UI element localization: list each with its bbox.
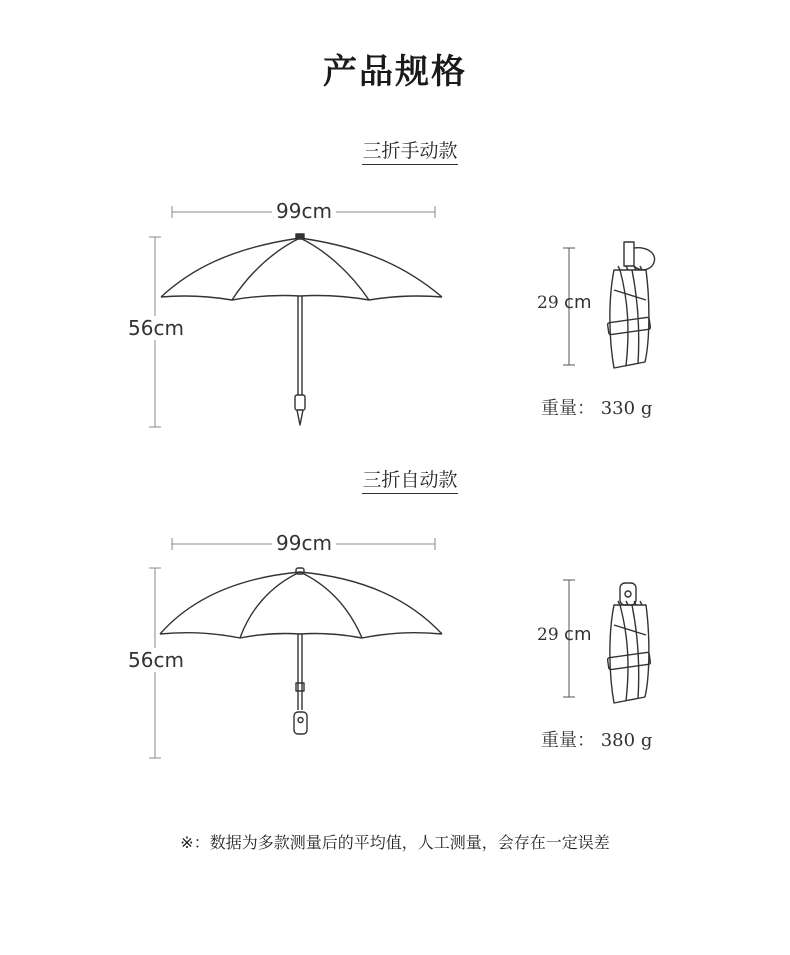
open-height-label-auto: 56cm — [124, 648, 188, 672]
section-title-auto-text: 三折自动款 — [362, 469, 457, 494]
open-height-label: 56cm — [124, 316, 188, 340]
folded-length-label-auto — [537, 624, 591, 645]
folded-length-unit: cm — [564, 292, 592, 313]
folded-length-value-auto: 29 — [537, 625, 559, 645]
weight-label-auto: 重量： — [541, 730, 595, 751]
section-title-manual-text: 三折手动款 — [362, 140, 457, 165]
page-title: 产品规格 — [323, 52, 467, 92]
weight-value-auto: 380 g — [600, 730, 653, 751]
open-width-label-auto: 99cm — [272, 531, 336, 555]
weight-label: 重量： — [541, 398, 595, 419]
open-width-label: 99cm — [272, 199, 336, 223]
weight-row-auto — [541, 726, 652, 752]
weight-value: 330 g — [600, 398, 653, 419]
footnote: ※：数据为多款测量后的平均值，人工测量，会存在一定误差 — [180, 833, 610, 852]
folded-length-value: 29 — [537, 293, 559, 313]
folded-length-unit-auto: cm — [564, 624, 592, 645]
